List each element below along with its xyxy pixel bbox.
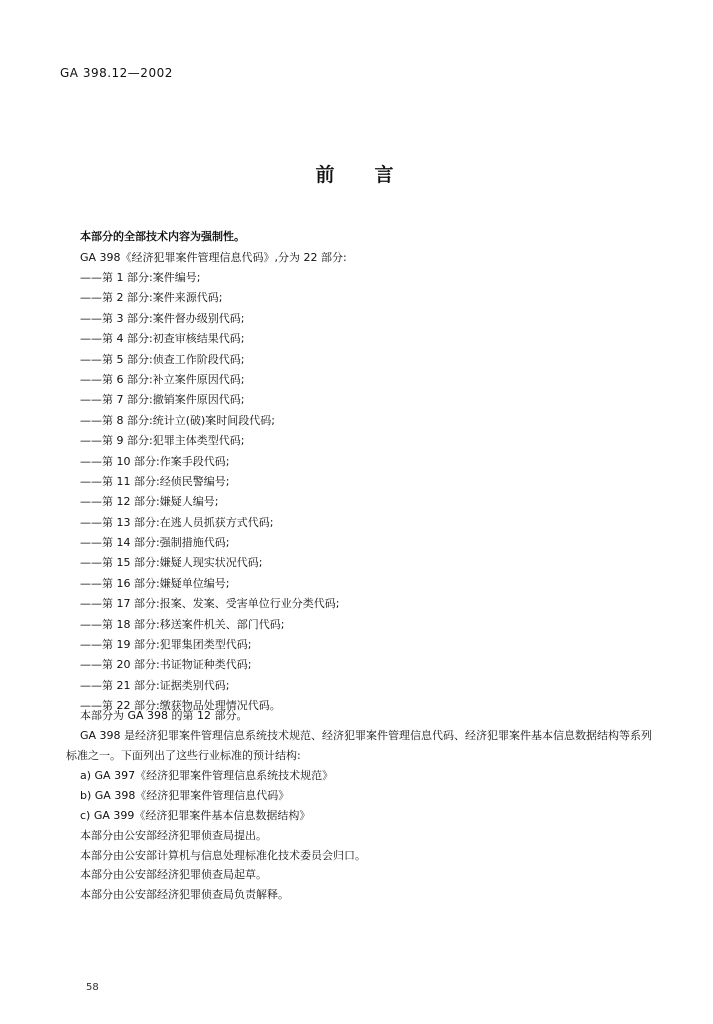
part-item: ——第 18 部分:移送案件机关、部门代码; xyxy=(80,617,285,631)
page-number: 58 xyxy=(86,982,99,993)
part-item: ——第 12 部分:嫌疑人编号; xyxy=(80,495,219,509)
part-item: ——第 17 部分:报案、发案、受害单位行业分类代码; xyxy=(80,597,340,611)
note-item: 本部分由公安部经济犯罪侦查局起草。 xyxy=(80,868,267,881)
part-item: ——第 7 部分:撤销案件原因代码; xyxy=(80,393,245,407)
scope-statement: 本部分为 GA 398 的第 12 部分。 xyxy=(80,709,248,722)
part-item: ——第 14 部分:强制措施代码; xyxy=(80,536,230,550)
reference-item: b) GA 398《经济犯罪案件管理信息代码》 xyxy=(80,789,290,802)
reference-item: a) GA 397《经济犯罪案件管理信息系统技术规范》 xyxy=(80,769,334,782)
mandatory-statement: 本部分的全部技术内容为强制性。 xyxy=(80,230,245,243)
note-item: 本部分由公安部经济犯罪侦查局负责解释。 xyxy=(80,887,289,901)
split-statement: GA 398《经济犯罪案件管理信息代码》,分为 22 部分: xyxy=(80,251,347,264)
note-item: 本部分由公安部计算机与信息处理标准化技术委员会归口。 xyxy=(80,848,366,862)
part-item: ——第 2 部分:案件来源代码; xyxy=(80,291,223,305)
part-item: ——第 21 部分:证据类别代码; xyxy=(80,678,230,692)
page-title: 前言 xyxy=(315,164,434,186)
reference-list xyxy=(80,766,333,826)
part-item: ——第 9 部分:犯罪主体类型代码; xyxy=(80,434,245,448)
responsibility-notes xyxy=(80,826,366,904)
part-item: ——第 11 部分:经侦民警编号; xyxy=(80,474,230,488)
part-item: ——第 20 部分:书证物证种类代码; xyxy=(80,658,252,672)
series-paragraph: GA 398 是经济犯罪案件管理信息系统技术规范、经济犯罪案件管理信息代码、经济犯罪案件基本信息数据结构等系列标准之一。下面列出了这些行业标准的预计结构: xyxy=(66,729,653,762)
part-item: ——第 5 部分:侦查工作阶段代码; xyxy=(80,352,245,366)
part-item: ——第 4 部分:初查审核结果代码; xyxy=(80,332,245,346)
part-item: ——第 8 部分:统计立(破)案时间段代码; xyxy=(80,413,275,427)
reference-item: c) GA 399《经济犯罪案件基本信息数据结构》 xyxy=(80,809,311,822)
part-item: ——第 16 部分:嫌疑单位编号; xyxy=(80,576,230,590)
document-code: GA 398.12—2002 xyxy=(60,66,173,80)
part-item: ——第 6 部分:补立案件原因代码; xyxy=(80,372,245,386)
part-item: ——第 13 部分:在逃人员抓获方式代码; xyxy=(80,515,274,529)
parts-list xyxy=(80,268,339,717)
part-item: ——第 10 部分:作案手段代码; xyxy=(80,454,230,468)
part-item: ——第 15 部分:嫌疑人现实状况代码; xyxy=(80,556,263,570)
note-item: 本部分由公安部经济犯罪侦查局提出。 xyxy=(80,829,267,842)
part-item: ——第 1 部分:案件编号; xyxy=(80,271,201,284)
part-item: ——第 19 部分:犯罪集团类型代码; xyxy=(80,638,252,652)
part-item: ——第 3 部分:案件督办级别代码; xyxy=(80,311,245,325)
part-item: ——第 22 部分:缴获物品处理情况代码。 xyxy=(80,699,281,713)
